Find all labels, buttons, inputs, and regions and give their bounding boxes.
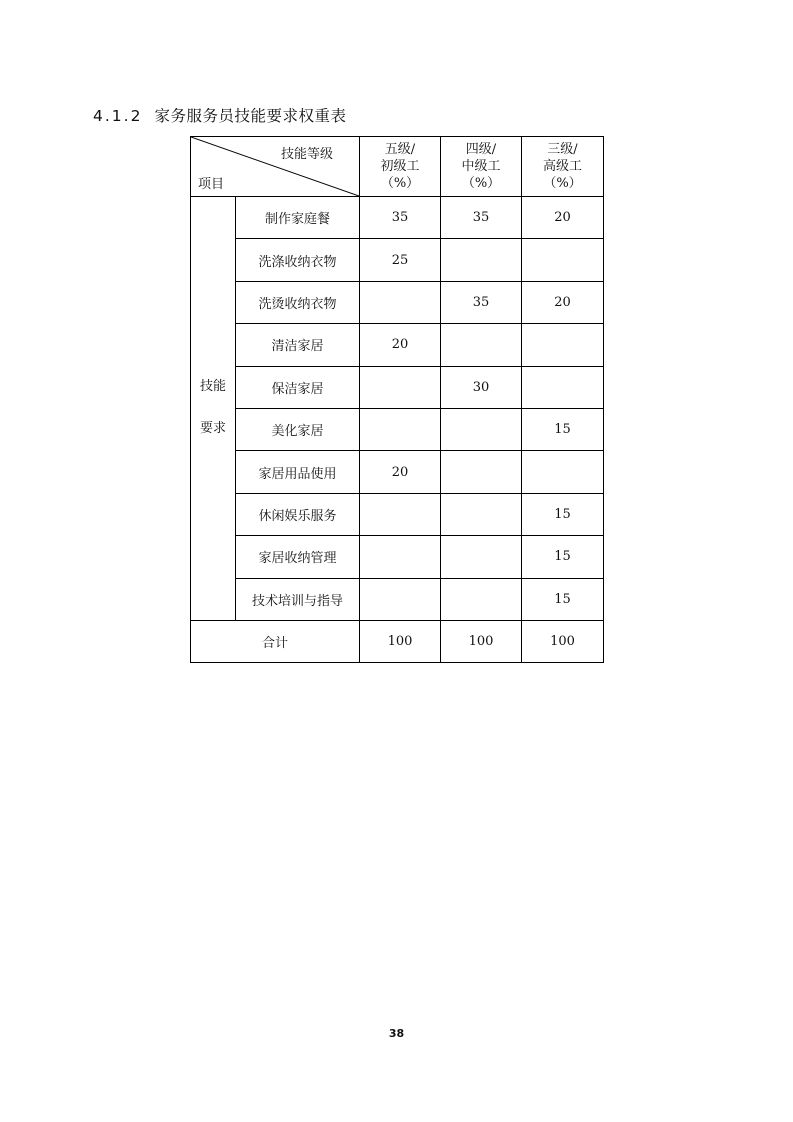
total-value: 100 (522, 620, 604, 662)
cell-value: 35 (441, 197, 522, 239)
row-label: 家居用品使用 (236, 451, 360, 493)
total-label: 合计 (191, 620, 360, 662)
cell-value (360, 493, 441, 535)
table-row (191, 366, 604, 408)
table-row (191, 239, 604, 281)
total-value: 100 (360, 620, 441, 662)
cell-value (522, 239, 604, 281)
cell-value (360, 366, 441, 408)
cell-value (441, 451, 522, 493)
cell-value (441, 493, 522, 535)
cell-value: 25 (360, 239, 441, 281)
page-number: 38 (388, 1027, 405, 1040)
cell-value (360, 408, 441, 450)
cell-value: 30 (441, 366, 522, 408)
column-header-level5 (360, 137, 441, 197)
header-row (191, 137, 604, 197)
section-heading (93, 104, 346, 126)
diagonal-header-cell (191, 137, 360, 197)
column-header-line: （%） (380, 176, 420, 191)
cell-value (522, 451, 604, 493)
cell-value (522, 366, 604, 408)
cell-value (360, 281, 441, 323)
corner-top-label: 技能等级 (280, 147, 333, 162)
category-line: 要求 (199, 421, 226, 437)
cell-value (441, 408, 522, 450)
cell-value (441, 239, 522, 281)
column-header-line: （%） (461, 176, 501, 191)
cell-value (441, 324, 522, 366)
corner-bottom-label: 项目 (198, 177, 225, 192)
category-cell (191, 197, 236, 621)
row-label: 制作家庭餐 (236, 197, 360, 239)
column-header-line: 五级/ (384, 142, 416, 157)
row-label: 清洁家居 (236, 324, 360, 366)
row-label: 家居收纳管理 (236, 536, 360, 578)
cell-value: 20 (522, 197, 604, 239)
section-title: 家务服务员技能要求权重表 (154, 107, 347, 125)
column-header-line: 四级/ (465, 142, 497, 157)
cell-value (360, 536, 441, 578)
column-header-line: 初级工 (380, 159, 420, 174)
table-row (191, 197, 604, 239)
table-row (191, 281, 604, 323)
column-header-line: 三级/ (547, 142, 578, 157)
row-label: 保洁家居 (236, 366, 360, 408)
cell-value: 15 (522, 536, 604, 578)
table-row (191, 324, 604, 366)
cell-value: 35 (441, 281, 522, 323)
row-label: 洗涤收纳衣物 (236, 239, 360, 281)
table-row (191, 578, 604, 620)
total-row (191, 620, 604, 662)
cell-value: 15 (522, 578, 604, 620)
row-label: 休闲娱乐服务 (236, 493, 360, 535)
cell-value (360, 578, 441, 620)
cell-value: 20 (522, 281, 604, 323)
cell-value: 20 (360, 451, 441, 493)
table-row (191, 536, 604, 578)
row-label: 美化家居 (236, 408, 360, 450)
table-row (191, 493, 604, 535)
cell-value: 15 (522, 408, 604, 450)
skill-weight-table (190, 136, 604, 663)
column-header-level3 (522, 137, 604, 197)
cell-value (522, 324, 604, 366)
cell-value (441, 578, 522, 620)
category-line: 技能 (199, 379, 226, 395)
cell-value (441, 536, 522, 578)
cell-value: 35 (360, 197, 441, 239)
cell-value: 20 (360, 324, 441, 366)
column-header-line: （%） (543, 176, 582, 191)
table-row (191, 408, 604, 450)
cell-value: 15 (522, 493, 604, 535)
column-header-line: 高级工 (542, 159, 582, 174)
column-header-line: 中级工 (461, 159, 501, 174)
table-row (191, 451, 604, 493)
total-value: 100 (441, 620, 522, 662)
row-label: 技术培训与指导 (236, 578, 360, 620)
row-label: 洗烫收纳衣物 (236, 281, 360, 323)
column-header-level4 (441, 137, 522, 197)
section-number: 4.1.2 (93, 107, 143, 125)
